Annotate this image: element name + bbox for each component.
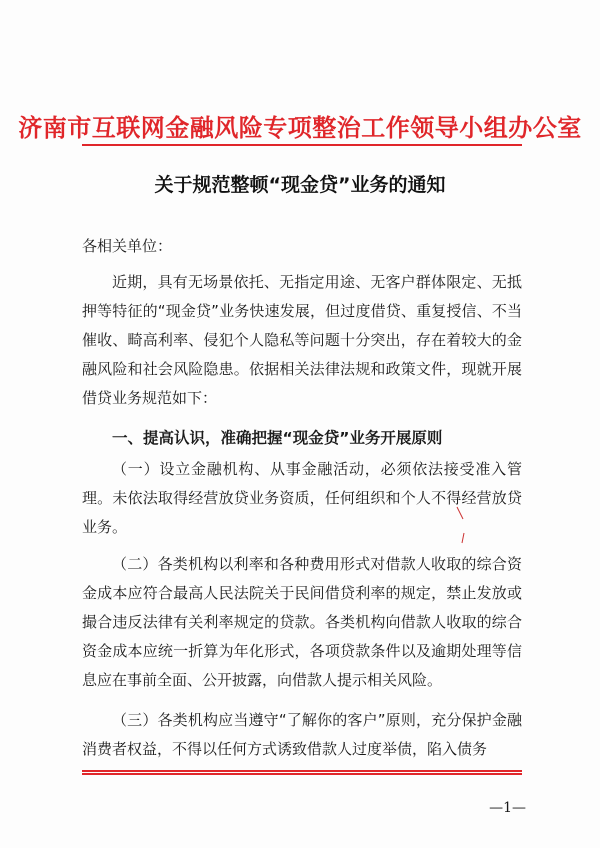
page-number: —1—	[489, 800, 526, 816]
item-3: （三）各类机构应当遵守“了解你的客户”原则，充分保护金融消费者权益，不得以任何方式诱致借款人过度举债，陷入债务	[82, 711, 522, 758]
item-1: （一）设立金融机构、从事金融活动，必须依法接受准入管理。未依法取得经营放贷业务资质，任何组织和个人不得经营放贷业务。	[82, 460, 522, 536]
salutation: 各相关单位：	[82, 237, 173, 255]
paragraph-intro: 近期，具有无场景依托、无指定用途、无客户群体限定、无抵押等特征的“现金贷”业务快速发展，但过度借贷、重复授信、不当催收、畸高利率、侵犯个人隐私等问题十分突出，存在着较大的金融风险和社会风险隐患。依据相关法律法规和政策文件，现就开展借贷业务规范如下：	[82, 273, 522, 407]
item-2: （二）各类机构以利率和各种费用形式对借款人收取的综合资金成本应符合最高人民法院关于民间借贷利率的规定，禁止发放或撮合违反法律有关利率规定的贷款。各类机构向借款人收取的综合资金成本应统一折算为年化形式，各项贷款条件以及逾期处理等信息应在事前全面、公开披露，向借款人提示相关风险。	[82, 555, 522, 689]
footer-red-rule	[82, 770, 522, 774]
section-heading-1: 一、提高认识，准确把握“现金贷”业务开展原则	[112, 429, 443, 447]
issuer-header: 济南市互联网金融风险专项整治工作领导小组办公室	[18, 113, 582, 142]
document-title: 关于规范整顿“现金贷”业务的通知	[154, 174, 446, 196]
pen-mark-decoration	[455, 505, 469, 545]
header-red-rule	[82, 144, 522, 146]
